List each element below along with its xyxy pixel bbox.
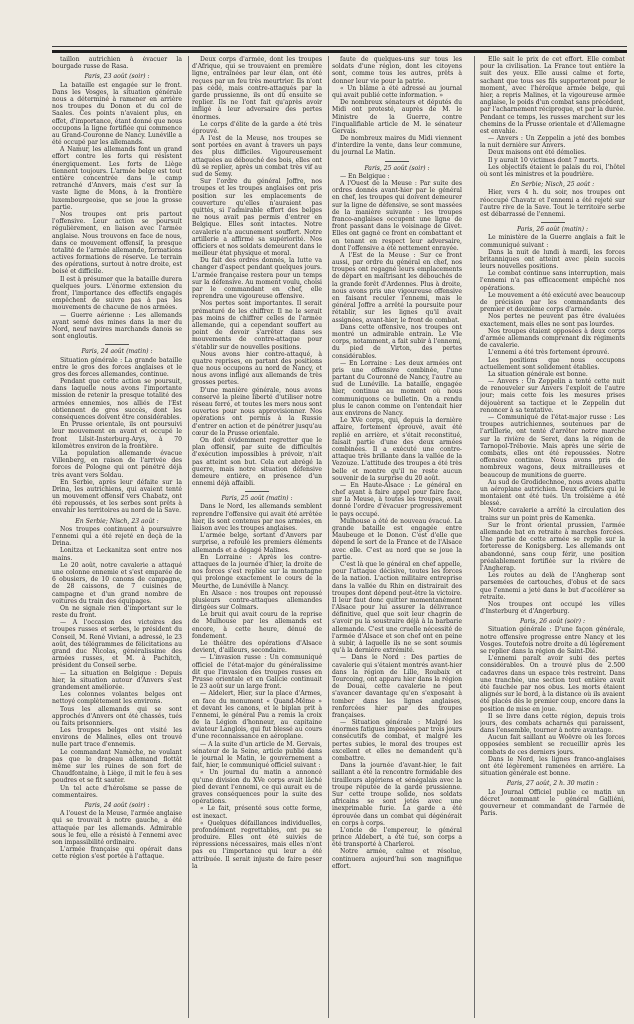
article-paragraph: Nos troupes ont occupé les villes d'Insterburg et d'Angerburg. bbox=[480, 600, 625, 616]
text-column-3 bbox=[332, 56, 462, 1018]
article-paragraph: Le commandant Namèche, ne voulant pas que le drapeau allemand flottât même sur les ruines de son fort de Chaudfontaine, à Liège, il mit le feu à ses poudres et se fit sauter. bbox=[52, 748, 182, 785]
dispatch-heading: En Serbie; Nisch, 23 août : bbox=[75, 517, 159, 525]
article-paragraph: — A l'occasion des victoires des troupes russes et serbes, le président du Conseil, M. René Viviani, a adressé, le 23 août, des télégrammes de félicitations au grand duc Nicolas, généralissime des armées russes, et M. à Pachitch, président du Conseil serbe. bbox=[52, 619, 182, 670]
article-paragraph: La situation générale est bonne. bbox=[488, 370, 588, 378]
article-paragraph: — Dans le Nord : Des parties de cavalerie qui s'étaient montrés avant-hier dans la région de Lille, Roubaix et Tourcoing, ont apparu hier dans la région de Douai, cette cavalerie ne peut s'avancer davantage qu'en s'exposant à tomber dans les lignes anglaises, renforcées hier par des troupes françaises. bbox=[332, 654, 462, 719]
header-rule-thick bbox=[52, 50, 627, 53]
article-paragraph: faute de quelques-uns sur tous les soldats d'une région, dont les citoyens sont, comme tous les autres, prêts à donner leur vie pour la patrie. bbox=[332, 56, 462, 85]
article-paragraph: En Serbie, après leur défaite sur la Drina, les autrichiens, qui avaient tenté un mouvement offensif vers Chabatz, ont été repoussés, et les serbes sont prêts à envahir les territoires au nord de la Save. bbox=[52, 478, 182, 515]
column-divider bbox=[328, 56, 329, 1018]
article-paragraph: Aucun fait saillant au Woëvre où les forces opposées semblent se recueillir après les combats de ces derniers jours. bbox=[480, 734, 625, 756]
article-paragraph: L'armée belge, sortant d'Anvers par surprise, a refoulé les premiers éléments allemands et a dégagé Malines. bbox=[192, 532, 322, 554]
article-paragraph: Sur le front oriental prussien, l'armée allemande bat en retraite à marches forcées. Une partie de cette armée se replie sur la forteresse de Konigsberg. Les allemands ont abandonné, sans coup férir, une position préalablement fortifiée sur la rivière de l'Angherap. bbox=[480, 521, 625, 572]
article-paragraph: En Lorraine : Après les contre-attaques de la journée d'hier, la droite de nos forces s'est repliée sur la montagne qui prolonge exactement le cours de la Meurthe, de Lunéville à Nancy. bbox=[192, 553, 322, 590]
section-separator bbox=[105, 344, 129, 345]
article-paragraph: A l'est de la Meuse, nos troupes se sont portées en avant à travers un pays des plus difficiles. Vigoureusement attaquées au débouché des bois, elles ont dû se replier, après un combat très vif au sud de Semy. bbox=[192, 135, 322, 178]
article-paragraph: A l'ouest de la Meuse, l'armée anglaise qui se trouvait à notre gauche, a été attaquée par les allemands. Admirable sous le feu, elle a résisté à l'ennemi avec son impassibilité ordinaire. bbox=[52, 810, 182, 846]
article-paragraph: Tous les allemands qui se sont approchés d'Anvers ont été chassés, tués ou faits prisonniers. bbox=[52, 705, 182, 727]
article-paragraph: Nous avons hier contre-attaqué, à quatre reprises, en partant des positions que nous occupons au nord de Nancy, et nous avons infligé aux allemands de très grosses pertes. bbox=[192, 350, 322, 387]
article-paragraph: — Situation générale : Malgré les énormes fatigues imposées par trois jours consécutifs de combat, et malgré les pertes subies, le moral des troupes est excellent et elles ne demandent qu'à combattre. bbox=[332, 719, 462, 762]
article-paragraph: L'oncle de l'empereur, le général prince Aldebert, a été tué, son corps a été transporté à Charleroi. bbox=[332, 826, 462, 849]
text-column-1 bbox=[52, 56, 182, 1018]
article-paragraph: L'ennemi paraît avoir subi des pertes considérables. On a trouvé plus de 2.500 cadavres dans un espace très restreint. Dans une tranchée, une section tout entière avait été fauchée par nos obus. Les morts étaient alignés sur le bord, à la distance où ils avaient été placés dès le premier coup, encore dans la position de mise en joue. bbox=[480, 655, 625, 713]
article-paragraph: Les routes au delà de l'Angherap sont parsemées de cartouches, d'obus et de sacs que l'ennemi a jeté dans le but d'accélérer sa retraite. bbox=[480, 572, 625, 601]
article-paragraph: Pendant que cette action se poursuit, dans laquelle nous avons l'importante mission de retenir la presque totalité des armées ennemies, nos alliés de l'Est obtiennent de gros succès, dont les conséquences doivent être considérables. bbox=[52, 378, 182, 421]
article-paragraph: En Prusse orientale, ils ont poursuivi leur mouvement en avant et occupé le front Lilsit-Insterburg-Arys, à 70 kilomètres environ de la frontière. bbox=[52, 421, 182, 450]
article-paragraph: — Aïdelert, Hier, sur la place d'Armes, en face du monument « Quand-Même » et devant les canons, et le biplan prit à l'ennemi, le général Pau a remis la croix de la Légion d'honneur, au capitaine aviateur Langlois, qui fut blessé au cours d'une reconnaissance en aéroplane. bbox=[192, 690, 322, 741]
article-paragraph: Nos troupes continuent à poursuivre l'ennemi qui a été rejeté en deçà de la Drina. bbox=[52, 525, 182, 548]
article-paragraph: Dans cette offensive, nos troupes ont montré un admirable entrain. Le VIe corps, notamment, a fait subir à l'ennemi, du pied de Virton, des pertes considérables. bbox=[332, 323, 462, 360]
article-paragraph: — Anvers : Un Zeppelin a jeté des bombes la nuit dernière sur Anvers. bbox=[480, 135, 625, 150]
article-paragraph: Il y aurait 10 victimes dont 7 morts. bbox=[488, 156, 600, 164]
article-paragraph: — En Lorraine : Les deux armées ont pris une offensive combinée, l'une partant du Couronné de Nancy, l'autre au sud de Lunéville. La bataille, engagée hier, continue au moment où nous communiquons ce bulletin. On a rendu plus le canon comme on l'entendait hier aux environs de Nancy. bbox=[332, 359, 462, 417]
dispatch-heading: Paris, 23 août (soir) : bbox=[84, 73, 150, 81]
article-paragraph: Le théâtre des opérations d'Alsace devient, d'ailleurs, secondaire. bbox=[192, 640, 322, 655]
article-paragraph: « Un blâme a été adressé au journal qui avait publié cette information. » bbox=[332, 84, 462, 99]
dispatch-heading: En Serbie; Nisch, 25 août : bbox=[510, 181, 595, 189]
article-paragraph: Elle sait le prix de cet effort. Elle combat pour la civilisation. La France tout entière la suit des yeux. Elle aussi calme et forte, sachant que tous ses fils supporteront pour le moment, avec l'héroïque armée belge, qui hier, a repris Malines, et la vigoureuse armée anglaise, le poids d'un combat sans précédent, par l'acharnement réciproque, et par la durée. Pendant ce temps, les russes marchent sur les chemins de la Prusse orientale et d'Allemagne est envahie. bbox=[480, 56, 625, 135]
article-paragraph: Dans la journée d'avant-hier, le fait saillant a été la rencontre formidable des tirailleurs algériens et sénégalais avec la troupe réputée de la garde prussienne. Sur cette troupe solide, nos soldats africains se sont jetés avec une inexprimable furie. La garde a été éprouvée dans un combat qui dégénérait en corps à corps. bbox=[332, 762, 462, 827]
article-paragraph: taillon autrichien à évacuer la bourgade russe de Rasa. bbox=[52, 56, 182, 71]
article-paragraph: — L'invasion russe : Un communiqué officiel de l'état-major du généralissime dit que l'invasion des troupes russes en Prusse orientale et en Galicie continuait le 23 août sur un large front. bbox=[192, 654, 322, 691]
article-paragraph: Au sud de Grodidechnoe, nous avons abattu un aéroplane autrichien. Deux officiers qui le montaient ont été tués. Un troisième a été blessé. bbox=[480, 478, 625, 508]
article-paragraph: Le corps d'élite de la garde a été très éprouvé. bbox=[192, 120, 322, 135]
article-paragraph: Nos pertes ne peuvent pas être évaluées exactement, mais elles ne sont pas lourdes. bbox=[480, 313, 625, 328]
article-paragraph: — Anvers : Un Zeppelin a tenté cette nuit de renouveler sur Anvers l'exploit de l'autre jour; mais cette fois les mesures prises déjouèrent sa tactique et le Zeppelin dut renoncer à sa tentative. bbox=[480, 378, 625, 414]
article-paragraph: Dans le Nord, les allemands semblent reprendre l'offensive qui avait été arrêtée hier, ils sont contenus par nos armées, en liaison avec les troupes anglaises. bbox=[192, 503, 322, 532]
article-paragraph: Le XVe corps, qui, depuis la dernière affaire, fortement éprouvé, avait été replié en arrière, et s'était reconstitué, faisait partie d'une des deux armées combinées. Il a exécuté une contre-attaque très brillante dans la vallée de la Vezouze. L'attitude des troupes a été très belle et montre qu'il ne reste aucun souvenir de la surprise du 20 août. bbox=[332, 417, 462, 482]
article-paragraph: Deux corps d'armée, dont les troupes d'Afrique, qui se trouvaient en première ligne, entraînées par leur élan, ont été reçues par un feu très meurtrier. Ils n'ont pas cédé, mais contre-attaqués par la garde prussienne, ils ont dû ensuite se replier. Ils ne l'ont fait qu'après avoir infligé à leur adversaire des pertes énormes. bbox=[192, 56, 322, 121]
article-paragraph: « Le fait, présenté sous cette forme, est inexact. bbox=[192, 805, 322, 820]
article-paragraph: — Guerre aérienne : Les allemands ayant semé des mines dans la mer du Nord, neuf navires marchands danois se sont engloutis. bbox=[52, 311, 182, 341]
article-paragraph: Le Journal Officiel publie ce matin un décret nommant le général Galliéni, gouverneur et commandant de l'armée de Paris. bbox=[480, 788, 625, 818]
article-paragraph: Situation générale : La grande bataille entre le gros des forces anglaises et le gros des forces allemandes, continue. bbox=[52, 356, 182, 378]
article-paragraph: A l'Est de la Meuse : Sur ce front aussi, par ordre du général en chef, nos troupes ont regagné leurs emplacements de départ en maîtrisant les débouchés de la grande forêt d'Ardennes. Plus à droite, nous avons pris une vigoureuse offensive en faisant reculer l'ennemi, mais le général Joffre a arrêté la poursuite pour rétablir, sur les lignes qu'il avait assignées, avant-hier, le front de combat. bbox=[332, 251, 462, 324]
article-paragraph: La population allemande évacue Villenberg, en raison de l'arrivée des forces de Pologne qui ont pénétré déjà très avant vers Soldau. bbox=[52, 449, 182, 479]
article-paragraph: Lonitza et Leckanitza sont entre nos mains. bbox=[52, 547, 182, 562]
article-paragraph: Il est à présumer que la bataille durera quelques jours. L'énorme extension du front, l'importance des effectifs engagés empêchent de suivre pas à pas les mouvements de chacune de nos armées. bbox=[52, 275, 182, 312]
article-paragraph: D'une manière générale, nous avons conservé la pleine liberté d'utiliser notre réseau ferré, et toutes les mers nous sont ouvertes pour nous approvisionner. Nos opérations ont permis à la Russie d'entrer en action et de pénétrer jusqu'au cœur de la Prusse orientale. bbox=[192, 386, 322, 437]
dispatch-heading: Paris, 26 août (soir) : bbox=[519, 618, 586, 626]
article-paragraph: — En Haute-Alsace : Le général en chef ayant à faire appel pour faire face, sur la Meuse, à toutes les troupes, avait donné l'ordre d'évacuer progressivement le pays occupé. bbox=[332, 481, 462, 518]
article-paragraph: — A la suite d'un article de M. Gervais, sénateur de la Seine, article publié dans le journal le Matin, le gouvernement a fait, hier, le communiqué officiel suivant : bbox=[192, 740, 322, 770]
article-paragraph: A l'Ouest de la Meuse : Par suite des ordres donnés avant-hier par le général en chef, les troupes qui doivent demeurer sur la ligne de défensive, se sont massées de la manière suivante : les troupes franco-anglaises occupent une ligne de front passant dans le voisinage de Givet. Elles ont gagné ce front en combattant et en tenant en respect leur adversaire, dont l'offensive a été nettement enrayée. bbox=[332, 180, 462, 252]
article-paragraph: L'armée française qui opérait dans cette région s'est portée à l'attaque. bbox=[52, 846, 182, 861]
text-column-4 bbox=[480, 56, 625, 1018]
article-paragraph: Les objectifs étaient le palais du roi, l'hôtel où sont les ministres et la poudrière. bbox=[480, 163, 625, 178]
article-paragraph: Deux maisons ont été démolies. bbox=[488, 149, 587, 157]
article-paragraph: Le bruit qui avait couru de la reprise de Mulhouse par les allemands est encore, à cette heure, dénué de fondement. bbox=[192, 611, 322, 640]
header-rule bbox=[52, 46, 627, 47]
article-paragraph: Notre armée, calme et résolue, continuera aujourd'hui son magnifique effort. bbox=[332, 848, 462, 870]
column-divider bbox=[188, 56, 189, 1018]
article-paragraph: La bataille est engagée sur le front. Dans les Vosges, la situation générale nous a déterminé à ramener en arrière nos troupes du Donon et du col de Saales. Ces points n'avaient plus, en effet, d'importance, étant donné que nous occupons la ligne fortifiée qui commence au Grand-Couronne de Nancy. Lunéville a été occupé par les allemands. bbox=[52, 81, 182, 147]
article-paragraph: On doit évidemment regretter que le plan offensif, par suite de difficultés d'exécution impossibles à prévoir, n'ait pas atteint son but. Cela eut abrégé la guerre, mais notre situation défensive demeure entière, en présence d'un ennemi déjà affaibli. bbox=[192, 436, 322, 488]
article-paragraph: Hier, vers 4 h. du soir, nos troupes ont réoccupé Chavatz et l'ennemi a été rejeté sur l'autre rive de la Save. Tout le territoire serbe est débarrassé de l'ennemi. bbox=[480, 189, 625, 218]
section-separator bbox=[245, 491, 269, 492]
article-paragraph: « Quelques défaillances individuelles, profondément regrettables, ont pu se produire. Elles ont été suivies de répressions nécessaires, mais elles n'ont pas eu l'importance qui leur a été attribuée. Il serait injuste de faire peser la bbox=[192, 819, 322, 870]
text-column-2 bbox=[192, 56, 322, 1018]
article-paragraph: C'est là que le général en chef appelle, pour l'attaque décisive, toutes les forces de la nation. L'action militaire entreprise dans la vallée du Rhin en distrairait des troupes dont dépend peut-être la victoire. Il leur faut donc quitter momentanément l'Alsace pour lui assurer la délivrance définitive, quel que soit leur chagrin de s'avoir pu la soustraire déjà à la barbarie allemande. C'est une cruelle nécessité de l'armée d'Alsace et son chef ont en peine à subir, à laquelle ils ne se sont soumis qu'à la dernière extrémité. bbox=[332, 560, 462, 655]
article-paragraph: Le ministère de la Guerre anglais a fait le communiqué suivant : bbox=[480, 234, 625, 249]
article-paragraph: A Namur, les allemands font un grand effort contre les forts qui résistent énergiquement. Les forts de Liège tiennent toujours. L'armée belge est tout entière concentrée dans le camp retranché d'Anvers, mais c'est sur la vaste ligne de Mons, à la frontière luxembourgeoise, que se joue la grosse partie. bbox=[52, 146, 182, 211]
column-divider bbox=[474, 56, 475, 1018]
article-paragraph: Les troupes belges ont visité les environs de Malines, elles ont trouvé nulle part trace d'ennemis. bbox=[52, 727, 182, 749]
article-paragraph: Nos troupes étaient opposées à deux corps d'armée allemands comprenant dix régiments de cavalerie. bbox=[480, 327, 625, 350]
article-paragraph: Le 20 août, notre cavalerie a attaqué une colonne ennemie et s'est emparée de 6 obusiers, de 10 canons de campagne, de 28 caissons, de 7 cuisines de campagne et d'un grand nombre de voitures du train des équipages. bbox=[52, 561, 182, 605]
article-paragraph: Le combat continue sans interruption, mais l'ennemi n'a pas efficacement empêché nos opérations. bbox=[480, 270, 625, 292]
dispatch-heading: Paris, 25 août (matin) : bbox=[221, 495, 293, 503]
article-paragraph: Le mouvement a été exécuté avec beaucoup de précision par les commandants des premier et deuxième corps d'armée. bbox=[480, 291, 625, 314]
article-paragraph: Nos troupes ont pris partout l'offensive. Leur action se poursuit régulièrement, en liaison avec l'armée anglaise. Nous trouvons en face de nous, dans ce mouvement offensif, la presque totalité de l'armée allemande, formations actives formations de réserve. Le terrain des opérations, surtout à notre droite, est boisé et difficile. bbox=[52, 210, 182, 276]
article-paragraph: Les colonnes volantes belges ont nettoyé complètement les environs. bbox=[52, 691, 182, 706]
dispatch-heading: Paris, 26 août (matin) : bbox=[516, 226, 589, 234]
article-paragraph: — En Belgique : bbox=[340, 172, 390, 180]
dispatch-heading: Paris, 25 août (soir) : bbox=[364, 164, 430, 172]
dispatch-heading: Paris, 24 août (matin) : bbox=[81, 348, 153, 356]
section-separator bbox=[541, 222, 565, 223]
article-paragraph: — Communiqué de l'état-major russe : Les troupes autrichiennes, soutenues par de l'artillerie, ont tenté d'arrêter notre marche sur la rivière de Seret, dans la région de Tarnopol-Trébovie. Mais après une série de combats, elles ont été repoussées. Notre offensive continue. Nous avons pris de nombreux wagons, deux mitrailleuses et beaucoup de munitions de guerre. bbox=[480, 414, 625, 479]
article-paragraph: « Un journal du matin a annoncé qu'une division du XVe corps avait lâché pied devant l'ennemi, ce qui aurait eu de graves conséquences pour la suite des opérations. bbox=[192, 769, 322, 806]
article-paragraph: Du fait des ordres donnés, la lutte va changer d'aspect pendant quelques jours. L'armée française restera pour un temps sur la défensive. Au moment voulu, choisi par le commandant en chef, elle reprendra une vigoureuse offensive. bbox=[192, 257, 322, 301]
article-paragraph: De nombreux maires du Midi viennent d'interdire la vente, dans leur commune, du journal Le Matin. bbox=[332, 135, 462, 157]
section-separator bbox=[385, 161, 409, 162]
article-paragraph: L'ennemi a été très fortement éprouvé. bbox=[488, 349, 610, 357]
article-paragraph: En Alsace : nos troupes ont repoussé plusieurs contre-attaques allemandes dirigées sur Colmars. bbox=[192, 589, 322, 612]
article-paragraph: Notre cavalerie a arrêté la circulation des trains sur un point près de Kamenka. bbox=[480, 507, 625, 522]
article-paragraph: Nos pertes sont importantes. Il serait prématuré de les chiffrer. Il ne le serait pas moins de chiffrer celles de l'armée allemande, qui a cependant souffert au point de devoir s'arrêter dans ses mouvements de contre-attaque pour s'établir sur de nouvelles positions. bbox=[192, 300, 322, 351]
article-paragraph: Situation générale : D'une façon générale, notre offensive progresse entre Nancy et les Vosges. Toutefois notre droite a dû légèrement se replier dans la région de Saint-Dié. bbox=[480, 626, 625, 655]
article-paragraph: Mulhouse a été de nouveau évacué. La grande bataille est engagée entre Maubeuge et le Donon. C'est d'elle que dépend le sort de la France et de l'Alsace avec elle. C'est au nord que se joue la partie. bbox=[332, 517, 462, 561]
article-paragraph: Sur l'ordre du général Joffre, nos troupes et les troupes anglaises ont pris position sur les emplacements de couverture qu'elles n'auraient pas quittés, si l'admirable effort des belges ne nous avait pas permis d'entrer en Belgique. Elles sont intactes. Notre cavalerie n'a aucunement souffert. Notre artillerie a affirmé sa supériorité. Nos officiers et nos soldats demeurent dans le meilleur état physique et moral. bbox=[192, 178, 322, 258]
article-paragraph: On ne signale rien d'important sur le reste du front. bbox=[52, 604, 182, 620]
article-paragraph: De nombreux sénateurs et députés du Midi ont protesté, auprès de M. le Ministre de la Guerre, contre l'inqualifiable article de M. le sénateur Gervais. bbox=[332, 99, 462, 135]
article-paragraph: Dans la nuit de lundi à mardi, les forces britanniques ont atteint avec plein succès leurs nouvelles positions. bbox=[480, 248, 625, 271]
article-paragraph: Un tel acte d'héroïsme se passe de commentaires. bbox=[52, 784, 182, 799]
article-paragraph: Il se livre dans cette région, depuis trois jours, des combats acharnés qui paraissent, dans l'ensemble, tourner à notre avantage. bbox=[480, 712, 625, 735]
article-paragraph: — La situation en Belgique : Depuis hier, la situation autour d'Anvers s'est grandement améliorée. bbox=[52, 669, 182, 691]
article-paragraph: Les positions que nous occupons actuellement sont solidement établies. bbox=[480, 356, 625, 371]
article-paragraph: Dans le Nord, les lignes franco-anglaises ont été légèrement ramenées en arrière. La situation générale est bonne. bbox=[480, 755, 625, 778]
dispatch-heading: Paris, 24 août (soir) : bbox=[84, 801, 150, 809]
dispatch-heading: Paris, 27 août, 2 h. 30 matin : bbox=[506, 780, 599, 788]
